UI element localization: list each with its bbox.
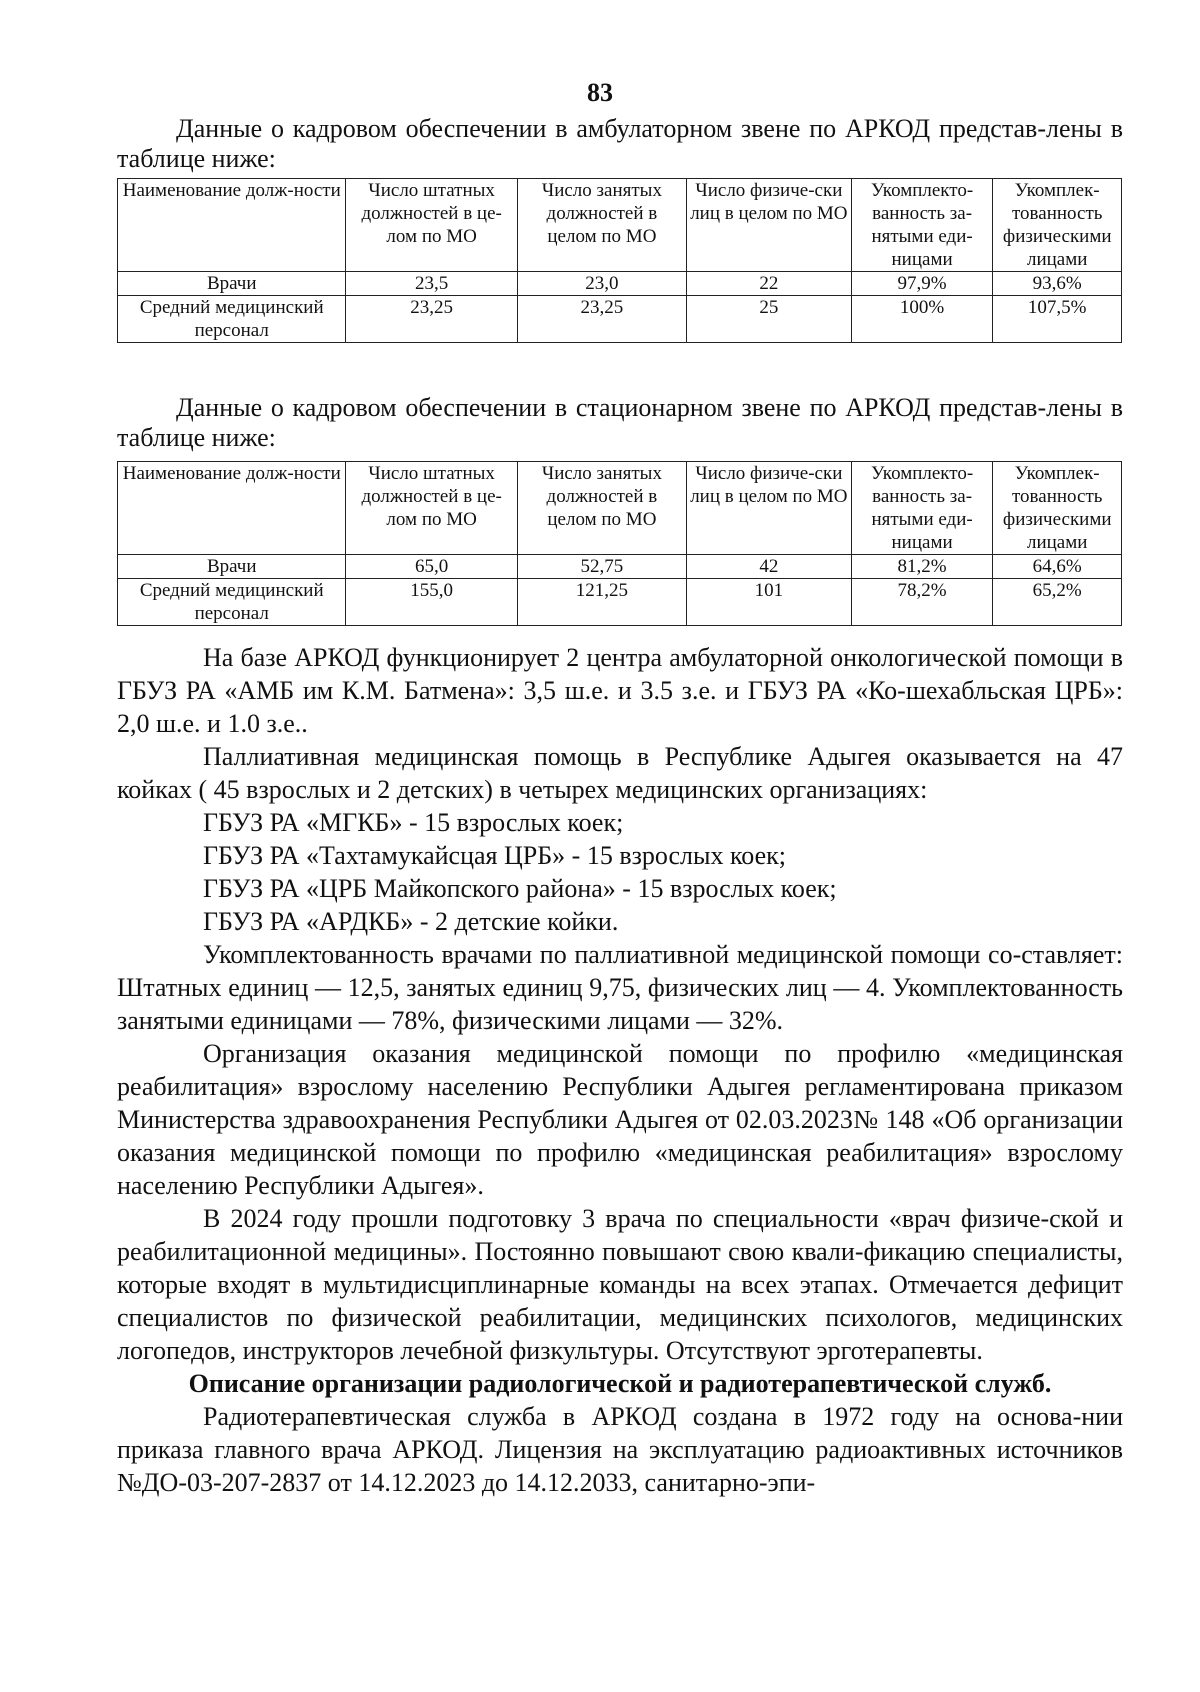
- cell-physical-staffing: 65,2%: [993, 579, 1122, 626]
- header-position: Наименование долж-ности: [118, 462, 346, 555]
- header-physical-persons: Число физиче-ски лиц в целом по МО: [686, 179, 851, 272]
- cell-occupied-staffing: 97,9%: [851, 272, 993, 296]
- cell-staff-positions: 155,0: [346, 579, 517, 626]
- cell-occupied-positions: 52,75: [517, 555, 686, 579]
- cell-physical-staffing: 64,6%: [993, 555, 1122, 579]
- cell-occupied-positions: 121,25: [517, 579, 686, 626]
- header-position: Наименование долж-ности: [118, 179, 346, 272]
- paragraph-radiotherapy: Радиотерапевтическая служба в АРКОД создана в 1972 году на основа-нии приказа главного врача АРКОД. Лицензия на эксплуатацию радиоактивных источников №ДО-03-207-2837 от 14.12.2023 до 14.12.2033, санитарно-эпи-: [117, 1402, 1123, 1497]
- cell-staff-positions: 23,25: [346, 296, 517, 343]
- cell-position: Средний медицинский персонал: [118, 296, 346, 343]
- paragraph-staffing: Укомплектованность врачами по паллиативной медицинской помощи со-ставляет: Штатных единиц — 12,5, занятых единиц 9,75, физических лиц — 4. Укомплектованность занятыми единицами — 78%, физическими лицами — 32%.: [117, 940, 1123, 1035]
- header-occupied-staffing: Укомплекто-ванность за-нятыми еди-ницами: [851, 462, 993, 555]
- paragraph-rehab: Организация оказания медицинской помощи по профилю «медицинская реабилитация» взрослому населению Республики Адыгея регламентирована приказом Министерства здравоохранения Республики Адыгея от 02.03.2023№ 148 «Об организации оказания медицинской помощи по профилю «медицинская реабилитация» взрослому населению Республики Адыгея».: [117, 1039, 1123, 1200]
- table-row: [118, 272, 1122, 296]
- header-physical-persons: Число физиче-ски лиц в целом по МО: [686, 462, 851, 555]
- cell-staff-positions: 23,5: [346, 272, 517, 296]
- header-physical-staffing: Укомплек-тованность физическими лицами: [993, 179, 1122, 272]
- header-occupied-positions: Число занятых должностей в целом по МО: [517, 462, 686, 555]
- list-item: ГБУЗ РА «МГКБ» - 15 взрослых коек;: [203, 808, 624, 837]
- cell-staff-positions: 65,0: [346, 555, 517, 579]
- ambulatory-staff-table: [117, 178, 1122, 343]
- list-item: ГБУЗ РА «АРДКБ» - 2 детские койки.: [203, 907, 619, 936]
- table-row: [118, 579, 1122, 626]
- cell-occupied-positions: 23,25: [517, 296, 686, 343]
- cell-physical-persons: 101: [686, 579, 851, 626]
- header-staff-positions: Число штатных должностей в це-лом по МО: [346, 462, 517, 555]
- cell-occupied-staffing: 81,2%: [851, 555, 993, 579]
- section-heading: Описание организации радиологической и радиотерапевтической служб.: [188, 1369, 1052, 1398]
- cell-physical-staffing: 107,5%: [993, 296, 1122, 343]
- paragraph-centers: На базе АРКОД функционирует 2 центра амбулаторной онкологической помощи в ГБУЗ РА «АМБ им К.М. Батмена»: 3,5 ш.е. и 3.5 з.е. и ГБУЗ РА «Ко-шехабльская ЦРБ»: 2,0 ш.е. и 1.0 з.е..: [117, 643, 1123, 738]
- header-occupied-staffing: Укомплекто-ванность за-нятыми еди-ницами: [851, 179, 993, 272]
- cell-occupied-positions: 23,0: [517, 272, 686, 296]
- intro-stationary: Данные о кадровом обеспечении в стационарном звене по АРКОД представ-лены в таблице ниже:: [117, 393, 1123, 452]
- document-body: [117, 641, 1123, 1499]
- cell-position: Врачи: [118, 555, 346, 579]
- list-item: ГБУЗ РА «Тахтамукайсцая ЦРБ» - 15 взрослых коек;: [203, 841, 787, 870]
- cell-position: Средний медицинский персонал: [118, 579, 346, 626]
- cell-physical-persons: 42: [686, 555, 851, 579]
- header-physical-staffing: Укомплек-тованность физическими лицами: [993, 462, 1122, 555]
- list-item: ГБУЗ РА «ЦРБ Майкопского района» - 15 взрослых коек;: [203, 874, 837, 903]
- table-row: [118, 555, 1122, 579]
- stationary-staff-table: [117, 461, 1122, 626]
- header-staff-positions: Число штатных должностей в це-лом по МО: [346, 179, 517, 272]
- cell-physical-persons: 22: [686, 272, 851, 296]
- paragraph-training: В 2024 году прошли подготовку 3 врача по специальности «врач физиче-ской и реабилитационной медицины». Постоянно повышают свою квали-фикацию специалисты, которые входят в мультидисциплинарные команды на всех этапах. Отмечается дефицит специалистов по физической реабилитации, медицинских психологов, медицинских логопедов, инструкторов лечебной физкультуры. Отсутствуют эрготерапевты.: [117, 1204, 1123, 1365]
- cell-physical-persons: 25: [686, 296, 851, 343]
- cell-physical-staffing: 93,6%: [993, 272, 1122, 296]
- cell-position: Врачи: [118, 272, 346, 296]
- header-occupied-positions: Число занятых должностей в целом по МО: [517, 179, 686, 272]
- intro-ambulatory: Данные о кадровом обеспечении в амбулаторном звене по АРКОД представ-лены в таблице ниже:: [117, 114, 1123, 173]
- paragraph-palliative-intro: Паллиативная медицинская помощь в Республике Адыгея оказывается на 47 койках ( 45 взрослых и 2 детских) в четырех медицинских организациях:: [117, 742, 1123, 804]
- page-number: 83: [587, 78, 613, 107]
- cell-occupied-staffing: 78,2%: [851, 579, 993, 626]
- table-row: [118, 296, 1122, 343]
- cell-occupied-staffing: 100%: [851, 296, 993, 343]
